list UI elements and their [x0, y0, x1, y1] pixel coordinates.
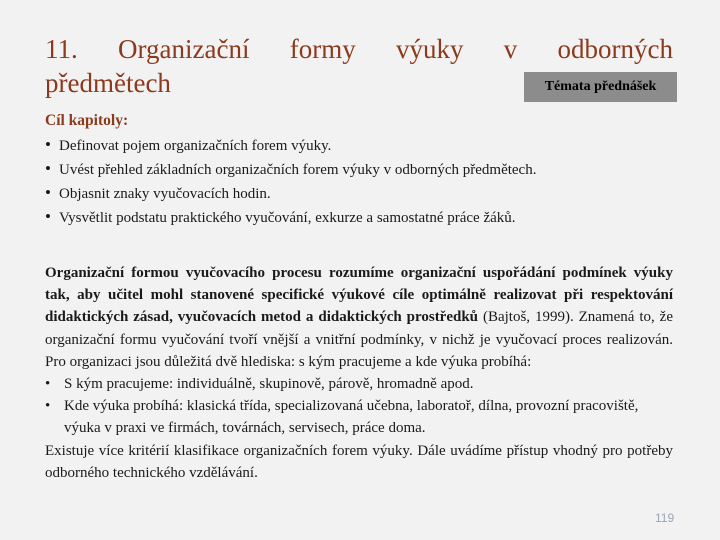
title-word: odborných	[557, 34, 673, 64]
definition-paragraph	[45, 262, 673, 373]
title-word: Organizační	[118, 34, 250, 64]
goal-item: • Uvést přehled základních organizačních forem výuky v odborných předmětech.	[45, 158, 685, 182]
closing-paragraph: Existuje více kritérií klasifikace organizačních forem výuky. Dále uvádíme přístup vhodný pro potřeby odborného technického vzdělávání.	[45, 442, 673, 481]
body-bullet-list	[45, 373, 673, 440]
definition-rest: (Bajtoš, 1999). Znamená to, že organizační formu vyučování tvoří vnější a vnitřní podmínky, v nichž je vyučovací proces realizován. Pro organizaci jsou důležitá dvě hlediska: s kým pracujeme a kde výuka probíhá:	[45, 309, 673, 370]
goal-item: • Objasnit znaky vyučovacích hodin.	[45, 182, 685, 206]
page-number: 119	[655, 511, 675, 525]
topics-button[interactable]: Témata přednášek	[524, 72, 677, 102]
goals-list	[45, 134, 685, 230]
goal-item: • Vysvětlit podstatu praktického vyučování, exkurze a samostatné práce žáků.	[45, 206, 685, 230]
definition-bold: Organizační formou vyučovacího procesu rozumíme organizační uspořádání podmínek výuky tak, aby učitel mohl stanovené specifické výukové cíle optimálně realizovat při respektování didaktických zásad, vyučovacích metod a didaktických prostředků	[45, 265, 673, 326]
goals-heading: Cíl kapitoly:	[45, 112, 129, 129]
title-word: 11.	[45, 34, 78, 64]
title-word: výuky	[395, 34, 464, 64]
body-text	[45, 262, 673, 484]
title-word: formy	[289, 34, 356, 64]
body-bullet: • S kým pracujeme: individuálně, skupinově, párově, hromadně apod.	[45, 373, 673, 395]
title-line-2: předmětech	[45, 68, 171, 98]
goal-item: • Definovat pojem organizačních forem výuky.	[45, 134, 685, 158]
title-word: v	[503, 34, 518, 64]
body-bullet: • Kde výuka probíhá: klasická třída, specializovaná učebna, laboratoř, dílna, provozní pracoviště, výuka v praxi ve firmách, továrnách, servisech, práce doma.	[45, 395, 673, 439]
